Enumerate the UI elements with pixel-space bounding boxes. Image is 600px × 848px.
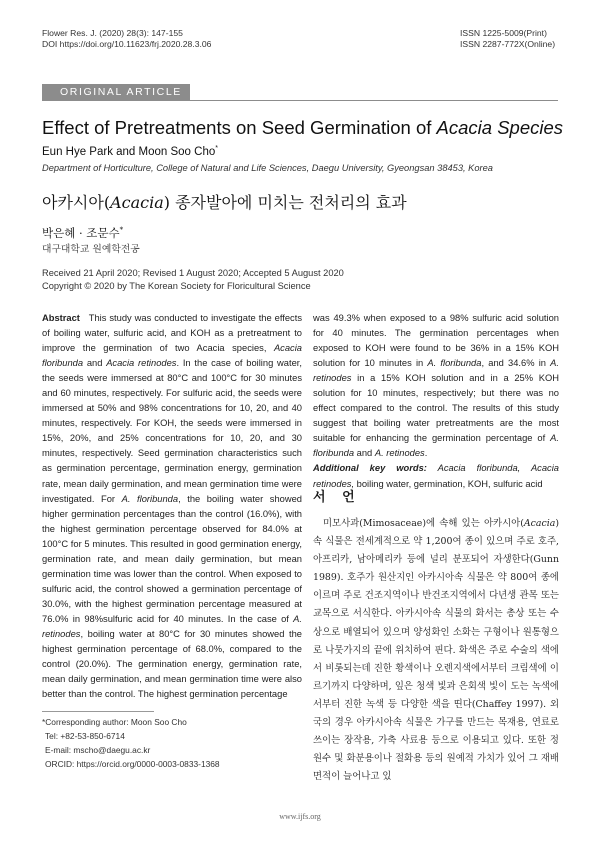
species-name: Acacia floribunda [42,343,302,369]
abstract-span: in a 15% KOH solution and in a 25% KOH solution for 10 minutes, respectively; but there was no effect compared to the control. The results of this study suggest that boiling water pretreatments are the most suitable for enhancing the germination percentage of [313,373,559,444]
intro-heading: 서 언 [313,490,361,505]
species-name: A. floribunda [121,493,179,504]
korean-affiliation: 대구대학교 원예학전공 [42,244,140,255]
abstract-span: , and 34.6% in [481,358,551,369]
intro-text [313,515,559,786]
abstract-span: . In the case of boiling water, the seeds were immersed at 80°C and 100°C for 30 minutes and 60 minutes, respectively. For sulfuric acid, the seeds were immersed at 50% and 98% concentrations for 10, 20, and 40 minutes, respectively. For KOH, the seeds were immersed in 15%, 20%, and 25% concentrations for 10, 20, and 30 minutes, respectively. Seed germination characteristics such as germination percentage, germination energy, germination rate, mean daily germination, and mean germination time were investigated. For [42,358,302,504]
article-title [42,117,563,139]
abstract-text [42,311,302,702]
species-name: A. retinodes [374,448,425,459]
abstract-span: This study was conducted to investigate the effects of boiling water, sulfuric acid, and KOH as a pretreatment to improve the germination of two Acacia species, [42,313,302,354]
footer-url[interactable]: www.ijfs.org [279,812,321,821]
species-name: A. floribunda [313,433,559,459]
corresponding-mark: * [215,145,218,152]
abstract-span: and [83,358,107,369]
abstract-span: was 49.3% when exposed to a 98% sulfuric acid solution for 40 minutes. The germination percentages when exposed to KOH were found to be 36% in a 15% KOH solution for 10 minutes in [313,313,559,369]
footnote-rule [42,711,154,712]
copyright-line: Copyright © 2020 by The Korean Society for Floricultural Science [42,280,311,291]
journal-citation [42,28,211,50]
species-name: A. retinodes [313,358,559,384]
corresponding-tel: Tel: +82-53-850-6714 [45,731,125,741]
journal-line: Flower Res. J. (2020) 28(3): 147-155 [42,28,183,38]
received-dates: Received 21 April 2020; Revised 1 August 2020; Accepted 5 August 2020 [42,268,344,278]
korean-corresponding-mark: * [119,226,124,235]
article-type-banner: ORIGINAL ARTICLE [42,84,190,101]
intro-paragraph [313,515,559,786]
species-name: A. floribunda [427,358,482,369]
abstract-span: , boiling water at 80°C for 30 minutes showed the highest germination percentage of 68.0%, compared to the control (20.0%). The germination energy, germination rate, mean daily germination, and mean germination time were also better than the control. The highest germination percentage [42,628,302,700]
abstract-continuation [313,311,559,461]
banner-rule [190,100,558,101]
corresponding-author: *Corresponding author: Moon Soo Cho [42,717,187,727]
corresponding-email[interactable]: E-mail: mscho@daegu.ac.kr [45,745,151,755]
issn-online: ISSN 2287-772X(Online) [460,39,556,49]
intro-span: )속 식물은 전세계적으로 약 1,200여 종이 있으며 주로 호주, 아프리카, 남아메리카 등에 널리 분포되어 자생한다(Gunn 1989). 호주가 원산지인 아카시아속 식물은 약 800여 종에 이르며 주로 건조지역이나 반건조지역에서 다년생 관목 또는 교목으로 서식한다. 아카시아속 식물의 화서는 총상 또는 수상으로 배열되어 있으며 양성화인 소화는 구형이나 원통형으로 나뭇가지의 끝에 위치하여 핀다. 화색은 주로 수술의 색에서 비롯되는데 진한 황색이나 오렌지색에서부터 크림색에 이르기까지 다양하며, 잎은 청색 빛과 은회색 빛이 도는 녹색에서부터 진한 녹색 등 다양한 색을 띤다(Chaffey 1997). 외국의 경우 아카시아속 식물은 가구를 만드는 목재용, 연료로 쓰이는 장작용, 가축 사료용 등으로 이용되고 있다. 또한 정원수 및 화분용이나 절화용 등의 원예적 가치가 있어 그 재배면적이 늘어나고 있 [313,518,559,783]
abstract-continued [313,311,559,492]
article-dates [42,267,344,292]
title-species: Acacia Species [436,117,564,138]
issn-print: ISSN 1225-5009(Print) [460,28,547,38]
doi-line[interactable]: DOI https://doi.org/10.11623/frj.2020.28.3.06 [42,39,212,49]
korean-title-genus: Acacia [110,193,164,212]
abstract-span: , the boiling water showed higher germination percentages than the control (16.0%), with the highest germination percentage observed for 84.0% at 100°C for 5 minutes. This resulted in good germination energy, germination rate, and mean daily germination, but mean germination time was lower than the control. When exposed to sulfuric acid, the control showed a germination percentage of 30.0%, with the highest germination percentage measured at 76.0% in 98%sulfuric acid for 40 minutes. In the case of [42,493,302,624]
title-main: Effect of Pretreatments on Seed Germination of [42,117,437,138]
author-list [42,145,218,158]
korean-title-part: ) 종자발아에 미치는 전처리의 효과 [163,193,407,212]
korean-title-part: 아카시아( [42,193,111,212]
abstract-span: and [354,448,375,459]
issn-block [460,28,555,50]
corresponding-orcid[interactable]: ORCID: https://orcid.org/0000-0003-0833-1368 [45,759,220,769]
affiliation: Department of Horticulture, College of Natural and Life Sciences, Daegu University, Gyeongsan 38453, Korea [42,163,493,173]
intro-span: 미모사과(Mimosaceae)에 속해 있는 아카시아( [323,518,524,529]
corresponding-info [42,715,220,771]
keywords-species: Acacia floribunda, Acacia retinodes, [313,463,559,489]
keywords-terms: boiling water, germination, KOH, sulfuric acid [354,478,543,489]
species-name: Acacia retinodes [106,358,177,369]
abstract-label: Abstract [42,313,80,323]
genus-name: Acacia [523,518,556,529]
korean-title [42,190,407,213]
keywords-label: Additional key words: [313,463,427,474]
korean-authors [42,225,123,241]
species-name: A. retinodes [42,613,302,639]
abstract-span: . [424,448,428,459]
author-names: Eun Hye Park and Moon Soo Cho [42,145,216,158]
korean-author-names: 박은혜 · 조문수 [42,226,120,240]
